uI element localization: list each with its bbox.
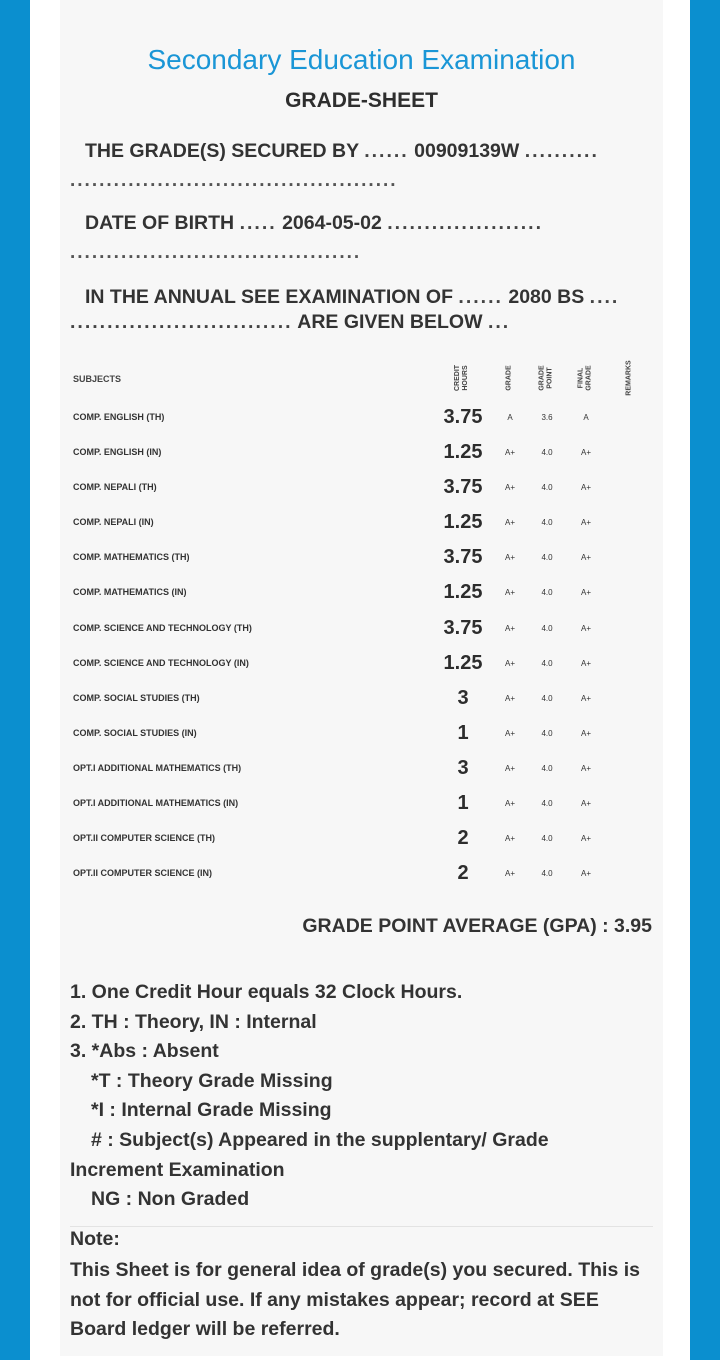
- dob-label: DATE OF BIRTH: [85, 212, 235, 234]
- grade-cell: A+: [504, 834, 515, 844]
- dotted-line: .............................................: [70, 170, 398, 191]
- final-grade-cell: A+: [580, 658, 591, 668]
- credit-hours-cell: 3: [457, 756, 469, 779]
- subject-cell: OPT.II COMPUTER SCIENCE (TH): [73, 833, 216, 844]
- table-body: [73, 400, 663, 891]
- table-row: [73, 681, 663, 716]
- table-row: [73, 540, 663, 575]
- table-row: [73, 856, 663, 891]
- credit-hours-cell: 3: [457, 686, 469, 709]
- secured-by-label: THE GRADE(S) SECURED BY: [85, 140, 359, 162]
- exam-year: 2080 BS: [508, 286, 585, 308]
- grade-cell: A+: [504, 553, 515, 563]
- grade-cell: A+: [504, 623, 515, 633]
- credit-hours-cell: 3.75: [443, 406, 483, 428]
- credit-hours-cell: 3.75: [443, 476, 483, 499]
- header-grade-point: GRADE POINT: [539, 365, 554, 391]
- grade-point-cell: 4.0: [541, 658, 553, 668]
- table-row: [73, 575, 663, 610]
- grade-point-cell: 4.0: [541, 448, 553, 458]
- table-row: [73, 470, 663, 505]
- grade-point-cell: 4.0: [541, 728, 553, 738]
- dotted-line: ........................................: [70, 242, 362, 263]
- grade-point-cell: 3.6: [541, 413, 553, 422]
- credit-hours-cell: 1: [457, 721, 469, 744]
- credit-hours-cell: 2: [457, 827, 469, 850]
- legend-line: 3. *Abs : Absent: [70, 1040, 219, 1063]
- credit-hours-cell: 1.25: [443, 581, 483, 604]
- legend-line: *T : Theory Grade Missing: [91, 1069, 333, 1092]
- exam-label: IN THE ANNUAL SEE EXAMINATION OF: [85, 286, 453, 308]
- note-body: This Sheet is for general idea of grade(s) you secured. This is not for official use. If any mistakes appear; record at SEE Board ledger will be referred.: [70, 1259, 640, 1341]
- final-grade-cell: A+: [580, 483, 591, 493]
- subject-cell: OPT.I ADDITIONAL MATHEMATICS (IN): [73, 798, 239, 809]
- table-row: [73, 611, 663, 646]
- subject-cell: OPT.II COMPUTER SCIENCE (IN): [73, 868, 213, 879]
- final-grade-cell: A+: [580, 869, 591, 879]
- final-grade-cell: A+: [580, 834, 591, 844]
- note-title: Note:: [70, 1228, 120, 1250]
- symbol-number: 00909139W: [414, 140, 520, 162]
- legend-line: NG : Non Graded: [91, 1188, 250, 1211]
- header-subjects: SUBJECTS: [73, 374, 122, 384]
- gpa-summary: GRADE POINT AVERAGE (GPA) : 3.95: [302, 915, 652, 937]
- dob-line: DATE OF BIRTH ..... 2064-05-02 .....................: [85, 212, 544, 234]
- grade-cell: A+: [504, 483, 515, 493]
- table-row: [73, 646, 663, 681]
- header-credit-hours: CREDIT HOURS: [454, 364, 469, 391]
- table-row: [73, 716, 663, 751]
- credit-hours-cell: 1.25: [443, 651, 483, 674]
- subject-cell: COMP. SOCIAL STUDIES (TH): [73, 692, 200, 703]
- final-grade-cell: A+: [580, 553, 591, 563]
- grade-cell: A+: [504, 588, 515, 598]
- exam-title: Secondary Education Examination: [147, 44, 576, 75]
- subject-cell: COMP. ENGLISH (TH): [73, 412, 165, 422]
- subject-cell: COMP. ENGLISH (IN): [73, 447, 162, 458]
- header-final-grade: FINAL GRADE: [578, 365, 593, 391]
- exam-line: IN THE ANNUAL SEE EXAMINATION OF ...... 2080 BS ....: [85, 286, 620, 308]
- table-row: [73, 400, 663, 435]
- grade-point-cell: 4.0: [541, 834, 553, 844]
- final-grade-cell: A+: [580, 693, 591, 703]
- table-header: [73, 356, 663, 400]
- subject-cell: COMP. MATHEMATICS (TH): [73, 552, 190, 563]
- grade-cell: A+: [504, 518, 515, 528]
- table-row: [73, 505, 663, 540]
- legend-line: *I : Internal Grade Missing: [91, 1099, 332, 1122]
- divider: [70, 1226, 653, 1227]
- grade-sheet: [60, 0, 663, 1356]
- secured-by-line: THE GRADE(S) SECURED BY ...... 00909139W ..........: [85, 140, 599, 162]
- legend-line: 2. TH : Theory, IN : Internal: [70, 1010, 317, 1033]
- grade-cell: A+: [504, 658, 515, 668]
- grade-point-cell: 4.0: [541, 869, 553, 879]
- final-grade-cell: A+: [580, 728, 591, 738]
- credit-hours-cell: 1.25: [443, 441, 483, 464]
- final-grade-cell: A+: [580, 799, 591, 809]
- grade-cell: A+: [504, 728, 515, 738]
- grade-cell: A+: [504, 869, 515, 879]
- grade-point-cell: 4.0: [541, 553, 553, 563]
- grades-table: [73, 356, 663, 891]
- grade-cell: A+: [504, 763, 515, 773]
- legend-notes: [70, 978, 655, 1215]
- final-grade-cell: A+: [580, 623, 591, 633]
- table-row: [73, 751, 663, 786]
- header-grade: GRADE: [506, 365, 513, 391]
- grade-cell: A+: [504, 448, 515, 458]
- header-remarks: REMARKS: [626, 360, 634, 396]
- grade-point-cell: 4.0: [541, 588, 553, 598]
- subject-cell: COMP. SCIENCE AND TECHNOLOGY (TH): [73, 622, 252, 633]
- left-accent-bar: [0, 0, 30, 1360]
- subject-cell: COMP. NEPALI (TH): [73, 482, 157, 493]
- grade-point-cell: 4.0: [541, 763, 553, 773]
- credit-hours-cell: 1.25: [443, 511, 483, 534]
- final-grade-cell: A+: [580, 518, 591, 528]
- subject-cell: COMP. SCIENCE AND TECHNOLOGY (IN): [73, 657, 249, 668]
- credit-hours-cell: 3.75: [443, 546, 483, 569]
- sheet-subtitle: GRADE-SHEET: [285, 89, 438, 112]
- grade-cell: A: [507, 413, 513, 422]
- grade-point-cell: 4.0: [541, 693, 553, 703]
- table-row: [73, 786, 663, 821]
- credit-hours-cell: 2: [457, 862, 469, 885]
- given-below-label: ARE GIVEN BELOW: [297, 311, 483, 333]
- legend-line: Increment Examination: [70, 1158, 285, 1181]
- credit-hours-cell: 1: [457, 792, 469, 815]
- grade-point-cell: 4.0: [541, 518, 553, 528]
- table-row: [73, 821, 663, 856]
- final-grade-cell: A+: [580, 588, 591, 598]
- subject-cell: COMP. MATHEMATICS (IN): [73, 587, 187, 598]
- legend-line: 1. One Credit Hour equals 32 Clock Hours.: [70, 981, 463, 1003]
- grade-point-cell: 4.0: [541, 623, 553, 633]
- subject-cell: OPT.I ADDITIONAL MATHEMATICS (TH): [73, 762, 242, 773]
- grade-point-cell: 4.0: [541, 483, 553, 493]
- grade-cell: A+: [504, 799, 515, 809]
- grade-point-cell: 4.0: [541, 799, 553, 809]
- given-below-line: .............................. ARE GIVEN BELOW ...: [70, 311, 511, 333]
- final-grade-cell: A+: [580, 448, 591, 458]
- grade-cell: A+: [504, 693, 515, 703]
- final-grade-cell: A: [583, 413, 589, 422]
- subject-cell: COMP. SOCIAL STUDIES (IN): [73, 727, 197, 738]
- dob-value: 2064-05-02: [282, 212, 382, 234]
- legend-line: # : Subject(s) Appeared in the supplentary/ Grade: [91, 1128, 549, 1151]
- final-grade-cell: A+: [580, 763, 591, 773]
- table-row: [73, 435, 663, 470]
- right-accent-bar: [690, 0, 720, 1360]
- credit-hours-cell: 3.75: [443, 616, 483, 639]
- subject-cell: COMP. NEPALI (IN): [73, 517, 154, 528]
